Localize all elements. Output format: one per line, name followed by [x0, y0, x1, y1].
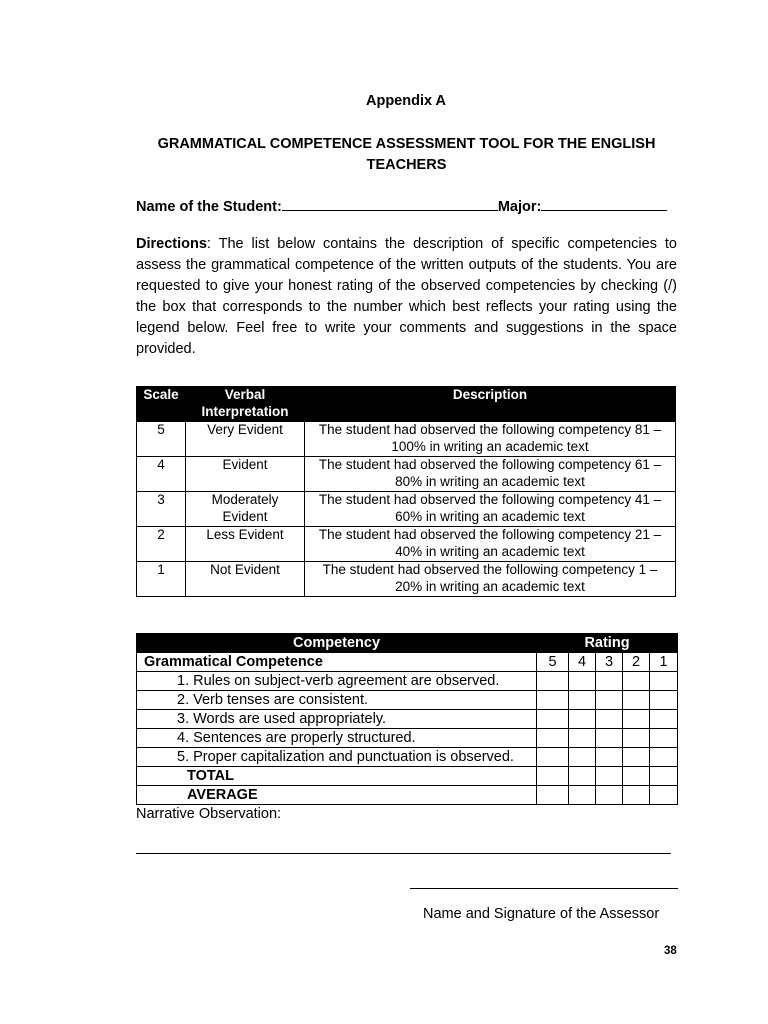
legend-header-description: Description: [305, 387, 676, 422]
competency-rating-table: [136, 633, 678, 805]
legend-description: The student had observed the following competency 61 – 80% in writing an academic text: [305, 457, 676, 492]
total-cell[interactable]: [596, 767, 623, 786]
competency-item: 3. Words are used appropriately.: [137, 710, 537, 729]
competency-group-label: Grammatical Competence: [137, 653, 537, 672]
rating-checkbox[interactable]: [537, 748, 569, 767]
legend-row: [137, 562, 676, 597]
rating-checkbox[interactable]: [650, 748, 678, 767]
legend-scale: 4: [137, 457, 186, 492]
rating-checkbox[interactable]: [650, 672, 678, 691]
document-title: GRAMMATICAL COMPETENCE ASSESSMENT TOOL FOR THE ENGLISH TEACHERS: [157, 136, 656, 173]
competency-group-row: [137, 653, 678, 672]
competency-item: 1. Rules on subject-verb agreement are observed.: [137, 672, 537, 691]
major-field[interactable]: [541, 196, 667, 211]
total-cell[interactable]: [537, 767, 569, 786]
competency-row: [137, 710, 678, 729]
student-name-label: Name of the Student:: [136, 199, 282, 215]
competency-row: [137, 729, 678, 748]
rating-checkbox[interactable]: [623, 710, 650, 729]
rating-checkbox[interactable]: [596, 748, 623, 767]
average-cell[interactable]: [623, 786, 650, 805]
legend-scale: 5: [137, 422, 186, 457]
legend-description: The student had observed the following competency 41 – 60% in writing an academic text: [305, 492, 676, 527]
rating-checkbox[interactable]: [623, 691, 650, 710]
signature-line[interactable]: [410, 888, 678, 889]
legend-scale: 2: [137, 527, 186, 562]
average-cell[interactable]: [596, 786, 623, 805]
total-cell[interactable]: [623, 767, 650, 786]
legend-row: [137, 527, 676, 562]
competency-item: 2. Verb tenses are consistent.: [137, 691, 537, 710]
signature-label: Name and Signature of the Assessor: [423, 906, 660, 922]
scale-label: 4: [569, 653, 596, 672]
page-number: 38: [664, 945, 677, 957]
legend-verbal: Not Evident: [186, 562, 305, 597]
legend-description: The student had observed the following competency 81 – 100% in writing an academic text: [305, 422, 676, 457]
narrative-observation-label: Narrative Observation:: [136, 806, 282, 822]
competency-row: [137, 672, 678, 691]
rating-checkbox[interactable]: [569, 748, 596, 767]
rating-checkbox[interactable]: [569, 710, 596, 729]
average-row: [137, 786, 678, 805]
average-cell[interactable]: [537, 786, 569, 805]
student-info-line: [136, 196, 667, 215]
rating-checkbox[interactable]: [650, 691, 678, 710]
rating-checkbox[interactable]: [650, 729, 678, 748]
rating-checkbox[interactable]: [569, 672, 596, 691]
directions-label: Directions: [136, 236, 207, 252]
rating-checkbox[interactable]: [650, 710, 678, 729]
competency-row: [137, 691, 678, 710]
rating-legend-table: [136, 386, 676, 597]
rating-checkbox[interactable]: [537, 710, 569, 729]
legend-row: [137, 457, 676, 492]
rating-checkbox[interactable]: [623, 729, 650, 748]
scale-label: 3: [596, 653, 623, 672]
legend-verbal: Evident: [186, 457, 305, 492]
directions-paragraph: [136, 234, 677, 360]
competency-header-row: [137, 634, 678, 653]
rating-checkbox[interactable]: [537, 729, 569, 748]
average-cell[interactable]: [569, 786, 596, 805]
legend-description: The student had observed the following competency 1 – 20% in writing an academic text: [305, 562, 676, 597]
total-row: [137, 767, 678, 786]
legend-scale: 3: [137, 492, 186, 527]
rating-checkbox[interactable]: [537, 672, 569, 691]
student-name-field[interactable]: [282, 196, 498, 211]
average-cell[interactable]: [650, 786, 678, 805]
rating-header: Rating: [537, 634, 678, 653]
rating-checkbox[interactable]: [596, 729, 623, 748]
legend-row: [137, 422, 676, 457]
rating-checkbox[interactable]: [596, 710, 623, 729]
narrative-observation-line[interactable]: [136, 853, 671, 854]
total-label: TOTAL: [137, 767, 537, 786]
legend-description: The student had observed the following competency 21 – 40% in writing an academic text: [305, 527, 676, 562]
total-cell[interactable]: [569, 767, 596, 786]
competency-row: [137, 748, 678, 767]
total-cell[interactable]: [650, 767, 678, 786]
rating-checkbox[interactable]: [623, 672, 650, 691]
rating-checkbox[interactable]: [596, 672, 623, 691]
appendix-heading: Appendix A: [365, 93, 447, 109]
scale-label: 5: [537, 653, 569, 672]
legend-verbal: Very Evident: [186, 422, 305, 457]
legend-header-verbal: Verbal Interpretation: [186, 387, 305, 422]
legend-verbal: Moderately Evident: [186, 492, 305, 527]
legend-header-row: [137, 387, 676, 422]
rating-checkbox[interactable]: [596, 691, 623, 710]
directions-text: : The list below contains the description of specific competencies to assess the grammatical competence of the written outputs of the students. You are requested to give your honest rating of the observed competencies by checking (/) the box that corresponds to the number which best reflects your rating using the legend below. Feel free to write your comments and suggestions in the space provided.: [136, 236, 677, 357]
average-label: AVERAGE: [137, 786, 537, 805]
competency-item: 4. Sentences are properly structured.: [137, 729, 537, 748]
rating-checkbox[interactable]: [623, 748, 650, 767]
competency-item: 5. Proper capitalization and punctuation is observed.: [137, 748, 537, 767]
legend-header-scale: Scale: [137, 387, 186, 422]
legend-row: [137, 492, 676, 527]
rating-checkbox[interactable]: [537, 691, 569, 710]
rating-checkbox[interactable]: [569, 729, 596, 748]
major-label: Major:: [497, 199, 542, 215]
competency-header: Competency: [137, 634, 537, 653]
scale-label: 2: [623, 653, 650, 672]
scale-label: 1: [650, 653, 678, 672]
legend-verbal: Less Evident: [186, 527, 305, 562]
rating-checkbox[interactable]: [569, 691, 596, 710]
legend-scale: 1: [137, 562, 186, 597]
